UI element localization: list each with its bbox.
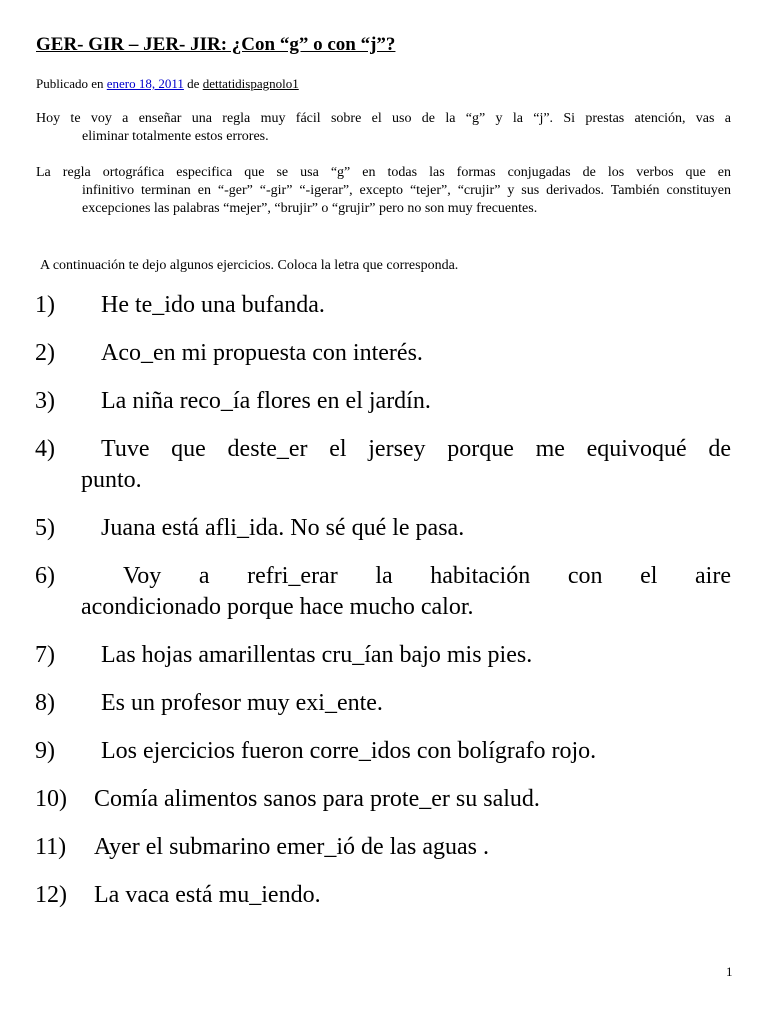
- exercise-number: 12): [35, 882, 67, 908]
- exercise-text: [35, 434, 731, 496]
- exercise-number: 6): [35, 563, 55, 589]
- exercise-text: La vaca está mu_iendo.: [94, 882, 321, 908]
- exercise-list: [35, 290, 731, 928]
- exercise-number: 7): [35, 642, 55, 668]
- exercise-text-line-1: Voy a refri_erar la habitación con el aire: [123, 563, 731, 589]
- author-link[interactable]: dettatidispagnolo1: [202, 76, 299, 91]
- exercise-number: 3): [35, 388, 55, 414]
- exercise-item: [35, 513, 731, 544]
- exercise-text: Los ejercicios fueron corre_idos con bolígrafo rojo.: [101, 738, 597, 764]
- rule-paragraph: [36, 164, 731, 218]
- exercise-item: [35, 688, 731, 719]
- exercise-instructions: A continuación te dejo algunos ejercicios. Coloca la letra que corresponda.: [40, 258, 459, 273]
- exercise-number: 1): [35, 292, 55, 318]
- exercise-item: [35, 784, 731, 815]
- published-prefix: Publicado en: [36, 76, 107, 91]
- exercise-number: 11): [35, 834, 67, 860]
- exercise-text-line-2: acondicionado porque hace mucho calor.: [81, 594, 474, 620]
- exercise-text: Ayer el submarino emer_ió de las aguas .: [94, 834, 490, 860]
- exercise-item: [35, 561, 731, 623]
- exercise-number: 9): [35, 738, 55, 764]
- page-title: GER- GIR – JER- JIR: ¿Con “g” o con “j”?: [36, 34, 396, 55]
- intro-line-2: eliminar totalmente estos errores.: [82, 129, 269, 144]
- intro-line-1: Hoy te voy a enseñar una regla muy fácil sobre el uso de la “g” y la “j”. Si prestas atención, vas a: [36, 111, 731, 126]
- rule-continuation: infinitivo terminan en “-ger” “-gir” “-igerar”, excepto “tejer”, “crujir” y sus derivados. También constituyen excepciones las palabras “mejer”, “brujir” o “grujir” pero no son muy frecuentes.: [82, 183, 731, 216]
- exercise-text: Es un profesor muy exi_ente.: [101, 690, 383, 716]
- exercise-text-line-2: punto.: [81, 467, 142, 493]
- exercise-number: 5): [35, 515, 55, 541]
- exercise-item: [35, 386, 731, 417]
- exercise-item: [35, 434, 731, 496]
- exercise-text: Aco_en mi propuesta con interés.: [101, 340, 423, 366]
- intro-paragraph: [36, 110, 731, 146]
- exercise-item: [35, 880, 731, 911]
- exercise-text-line-1: Tuve que deste_er el jersey porque me equivoqué de: [101, 436, 731, 462]
- exercise-text: Comía alimentos sanos para prote_er su salud.: [94, 786, 540, 812]
- exercise-text: He te_ido una bufanda.: [101, 292, 325, 318]
- rule-line-1: La regla ortográfica especifica que se usa “g” en todas las formas conjugadas de los verbos que en: [36, 165, 731, 180]
- exercise-number: 8): [35, 690, 55, 716]
- publication-info: [36, 76, 299, 92]
- exercise-text: Las hojas amarillentas cru_ían bajo mis pies.: [101, 642, 533, 668]
- exercise-item: [35, 338, 731, 369]
- exercise-item: [35, 832, 731, 863]
- exercise-item: [35, 290, 731, 321]
- exercise-number: 10): [35, 786, 67, 812]
- exercise-text: Juana está afli_ida. No sé qué le pasa.: [101, 515, 465, 541]
- published-date-link[interactable]: enero 18, 2011: [106, 76, 184, 91]
- exercise-number: 4): [35, 436, 55, 462]
- published-by: de: [183, 76, 203, 91]
- exercise-item: [35, 640, 731, 671]
- page-number: 1: [726, 964, 733, 979]
- exercise-item: [35, 736, 731, 767]
- exercise-text: [35, 561, 731, 623]
- exercise-text: La niña reco_ía flores en el jardín.: [101, 388, 431, 414]
- exercise-number: 2): [35, 340, 55, 366]
